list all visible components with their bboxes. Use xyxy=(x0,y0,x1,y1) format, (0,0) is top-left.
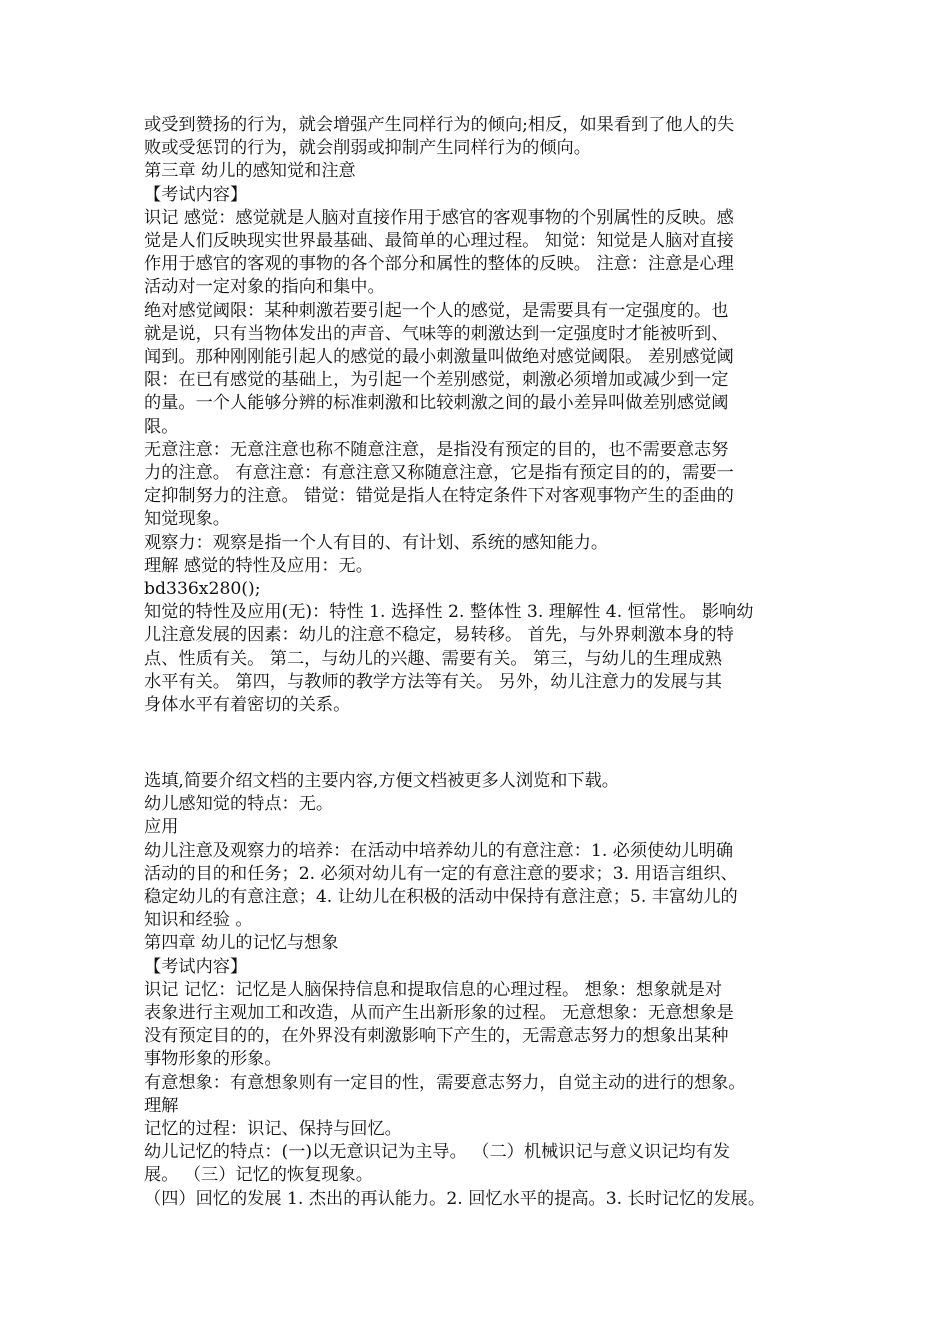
lower-text-line: 记忆的过程：识记、保持与回忆。 xyxy=(144,1119,402,1140)
upper-text-line: 限。 xyxy=(144,416,179,437)
lower-text-line: 展。 （三）记忆的恢复现象。 xyxy=(144,1165,373,1186)
upper-text-line: 活动对一定对象的指向和集中。 xyxy=(144,277,385,298)
lower-text-line: 第四章 幼儿的记忆与想象 xyxy=(144,933,339,954)
lower-text-line: 识记 记忆：记忆是人脑保持信息和提取信息的心理过程。 想象：想象就是对 xyxy=(144,979,723,1000)
upper-text-line: 知觉的特性及应用(无)：特性 1. 选择性 2. 整体性 3. 理解性 4. 恒常性。 影响幼 xyxy=(144,602,754,623)
upper-text-line: 就是说，只有当物体发出的声音、气味等的刺激达到一定强度时才能被听到、 xyxy=(144,323,729,344)
upper-text-line: 理解 感觉的特性及应用：无。 xyxy=(144,555,373,576)
upper-text-line: 或受到赞扬的行为，就会增强产生同样行为的倾向;相反，如果看到了他人的失 xyxy=(144,115,735,135)
upper-text-line: 无意注意：无意注意也称不随意注意，是指没有预定的目的，也不需要意志努 xyxy=(144,439,729,460)
lower-text-line: 幼儿感知觉的特点：无。 xyxy=(144,794,334,815)
upper-text-line: 力的注意。 有意注意：有意注意又称随意注意，它是指有预定目的的，需要一 xyxy=(144,463,734,484)
lower-text-line: 稳定幼儿的有意注意；4. 让幼儿在积极的活动中保持有意注意；5. 丰富幼儿的 xyxy=(144,887,738,908)
lower-text-line: 没有预定目的的，在外界没有刺激影响下产生的，无需意志努力的想象出某种 xyxy=(144,1026,729,1047)
upper-text-line: 作用于感官的客观的事物的各个部分和属性的整体的反映。 注意：注意是心理 xyxy=(144,254,734,275)
upper-text-line: 觉是人们反映现实世界最基础、最简单的心理过程。 知觉：知觉是人脑对直接 xyxy=(144,231,734,252)
upper-text-line: 的量。一个人能够分辨的标准刺激和比较刺激之间的最小差异叫做差别感觉阈 xyxy=(144,393,729,414)
upper-text-line: 水平有关。 第四，与教师的教学方法等有关。 另外，幼儿注意力的发展与其 xyxy=(144,671,723,692)
upper-text-line: 观察力：观察是指一个人有目的、有计划、系统的感知能力。 xyxy=(144,532,609,553)
upper-text-line: 第三章 幼儿的感知觉和注意 xyxy=(144,161,356,182)
upper-text-line: 身体水平有着密切的关系。 xyxy=(144,695,351,716)
lower-text-line: 幼儿记忆的特点：(一)以无意识记为主导。 （二）机械识记与意义识记均有发 xyxy=(144,1142,731,1163)
lower-text-line: 有意想象：有意想象则有一定目的性，需要意志努力，自觉主动的进行的想象。 xyxy=(144,1072,746,1093)
lower-text-line: 应用 xyxy=(144,817,179,838)
lower-text-line: 理解 xyxy=(144,1095,179,1116)
upper-text-line: 知觉现象。 xyxy=(144,509,230,530)
lower-text-line: 幼儿注意及观察力的培养：在活动中培养幼儿的有意注意：1. 必须使幼儿明确 xyxy=(144,840,734,861)
upper-text-line: 限：在已有感觉的基础上，为引起一个差别感觉，刺激必须增加或减少到一定 xyxy=(144,370,729,391)
lower-text-line: （四）回忆的发展 1. 杰出的再认能力。2. 回忆水平的提高。3. 长时记忆的发展。 xyxy=(144,1188,766,1209)
text-block-upper xyxy=(144,114,816,717)
upper-text-line: bd336x280(); xyxy=(144,579,261,600)
lower-text-line: 事物形象的形象。 xyxy=(144,1049,282,1070)
upper-text-line: 识记 感觉：感觉就是人脑对直接作用于感官的客观事物的个别属性的反映。感 xyxy=(144,207,734,228)
upper-text-line: 【考试内容】 xyxy=(144,184,248,205)
lower-text-line: 表象进行主观加工和改造，从而产生出新形象的过程。 无意想象：无意想象是 xyxy=(144,1003,734,1024)
lower-text-line: 选填,简要介绍文档的主要内容,方便文档被更多人浏览和下载。 xyxy=(144,771,619,791)
lower-text-line: 知识和经验 。 xyxy=(144,910,253,931)
upper-text-line: 闻到。那种刚刚能引起人的感觉的最小刺激量叫做绝对感觉阈限。 差别感觉阈 xyxy=(144,347,734,368)
text-block-lower xyxy=(144,770,816,1211)
upper-text-line: 儿注意发展的因素：幼儿的注意不稳定，易转移。 首先，与外界刺激本身的特 xyxy=(144,625,734,646)
upper-text-line: 败或受惩罚的行为，就会削弱或抑制产生同样行为的倾向。 xyxy=(144,138,591,159)
lower-text-line: 【考试内容】 xyxy=(144,956,248,977)
upper-text-line: 点、性质有关。 第二，与幼儿的兴趣、需要有关。 第三，与幼儿的生理成熟 xyxy=(144,648,723,669)
upper-text-line: 绝对感觉阈限：某种刺激若要引起一个人的感觉，是需要具有一定强度的。也 xyxy=(144,300,729,321)
lower-text-line: 活动的目的和任务；2. 必须对幼儿有一定的有意注意的要求；3. 用语言组织、 xyxy=(144,863,738,884)
upper-text-line: 定抑制努力的注意。 错觉：错觉是指人在特定条件下对客观事物产生的歪曲的 xyxy=(144,486,734,507)
